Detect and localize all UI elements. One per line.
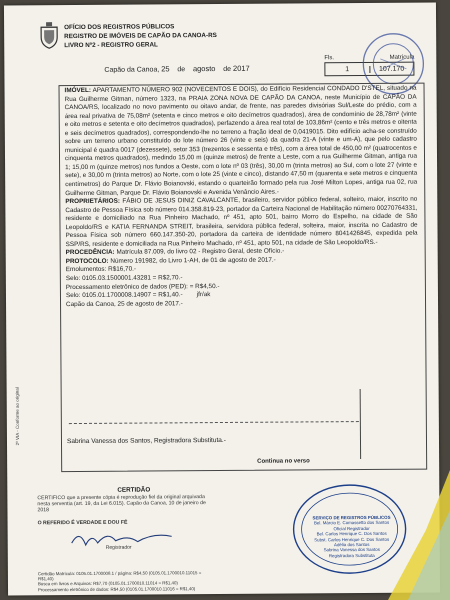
registrador-label: Registrador: [105, 544, 132, 551]
stamp-text: [302, 515, 402, 559]
stamp-line: Oficial Registrador: [333, 525, 370, 532]
stamp-line: Sabrina Vanessa dos Santos: [323, 547, 380, 553]
certidao-text: CERTIFICO que a presente cópia é reprodução fiel da original arquivada nesta serventia (art. 19, da Lei 6.015). Capão da Canoa, 10 de janeiro de 2018: [37, 494, 206, 514]
coat-of-arms-icon: [38, 21, 60, 49]
footer-fees: [38, 570, 208, 592]
certidao-verdade: O REFERIDO É VERDADE E DOU FÉ: [37, 519, 128, 526]
signature-line: Sabrina Vanessa dos Santos, Registradora Substituta.-: [66, 436, 226, 446]
registry-body: [65, 85, 419, 310]
date-month: agosto: [192, 64, 216, 74]
stamp-line: Subst. Carlos Henrique C. Dos Santos: [314, 536, 390, 542]
footer-line: Busca em livros e Arquivos: R$7,70 (0105.01.1700010.11014 = R$1,40): [37, 580, 178, 587]
protocolo-label: PROTOCOLO:: [65, 257, 109, 266]
date-city: Capão da Canoa,: [104, 66, 160, 74]
certidao-title: CERTIDÃO: [117, 486, 151, 494]
side-margin-text: 2ª VIA - Conforme ao original: [14, 387, 21, 446]
fls-value: 1: [345, 65, 350, 73]
date-year: 2017: [232, 63, 250, 73]
processamento-line: Processamento eletrônico de dados (PED): = R$4,50.-: [65, 282, 220, 291]
document-page: [4, 2, 440, 595]
fls-label: Fls.: [324, 55, 335, 62]
certidao-block: [37, 494, 217, 526]
continua-no-verso: Continua no verso: [257, 458, 310, 465]
date-de-1: de: [177, 66, 186, 74]
initials: jfr/ak: [196, 291, 211, 299]
header-line-3: LIVRO Nº2 - REGISTRO GERAL: [64, 41, 158, 50]
imovel-label: IMÓVEL:: [64, 86, 92, 95]
footer-line: Certidão Matrícula: 0105.01.1700008.1 / página: R$4,50 (0105.01.1700010.11015 = R$1,40): [37, 570, 202, 582]
imovel-text: APARTAMENTO NÚMERO 902 (NOVECENTOS E DOIS), do Edifício Residencial CONDADO D'STEL, situado na Rua Guilherme Gitman, número 1323, na PRAIA ZONA NOVA DE CAPÃO DA CANOA, neste Município de CAPÃO DA CANOA/RS, localizado no novo pavimento ou oitavo andar, de frente, nas paredes divisórias Sul/Leste do prédio, com a área real privativa de 75,08m² (setenta e cinco metros e oito decímetros quadrados), área de condomínio de 28,78m² (vinte e oito metros e setenta e oito decímetros quadrados), perfazendo a área real total de 103,86m² (cento e três metros e oitenta e seis decímetros quadrados), correspondendo-lhe no terreno a fração ideal de 0,0419015. Dito edifício acha-se construído sobre um terreno urbano constituído do lote número 26 (vinte e seis) da quadra 21-A (vinte e um-A), que pelo cadastro municipal é quadra 0017 (dezessete), setor 353 (trezentos e sessenta e três), com a área total de 450,00 m² (quatrocentos e cinquenta metros quadrados), medindo 15,00 m (quinze metros) de frente a Leste, com a rua Guilherme Gitman, antiga rua 1; 15,00 m (quinze metros) nos fundos a Oeste, com o lote nº 03 (três), 30,00 m (trinta metros) ao Sul, com o lote 27 (vinte e sete), e 30,00 m (trinta metros) ao Norte, com o lote 25 (vinte e cinco), distando 47,50 m (quarenta e sete metros e cinquenta centímetros) do Parque Dr. Flávio Boianovski, estando o quarteirão formado pela rua José Milton Lopes, antiga rua 02, rua Guilherme Gitman, Parque Dr. Flávio Boianovski e Avenida Venâncio Aires.-: [64, 84, 418, 197]
closing-date: Capão da Canoa, 25 de agosto de 2017.-: [66, 299, 183, 308]
imovel-paragraph: [65, 85, 418, 199]
procedencia-label: PROCEDÊNCIA:: [65, 249, 115, 257]
hologram-seal-icon: [388, 470, 450, 600]
date-de-2: de: [223, 65, 232, 73]
header-line-1: OFÍCIO DOS REGISTROS PÚBLICOS: [64, 23, 175, 32]
date-line: [104, 64, 249, 74]
header-line-2: REGISTRO DE IMÓVEIS DE CAPÃO DA CANOA-RS: [64, 32, 217, 41]
emolumentos-line: Emolumentos: R$16,70.-: [65, 266, 136, 274]
registry-header: [64, 21, 304, 50]
footer-line: Processamento eletrônico de dados: R$4,50 (0105.01.1700010.11016 = R$1,40): [38, 585, 196, 592]
proprietarios-text: FÁBIO DE JESUS DINIZ CAVALCANTE, brasileiro, servidor público federal, solteiro, maior, inscrito no Cadastro de Pessoa Física sob número 014.358.819-23, portador da Carteira Nacional de Habilitação número 00270764331, residente e domiciliado na Rua Pinheiro Machado, nº 451, apto 501, bairro Morro do Espelho, na cidade de São Leopoldo/RS e KATIA FERNANDA STREIT, brasileira, servidora pública federal, solteira, maior, inscrita no Cadastro de Pessoa Física sob número 660.147.350-20, portadora da carteira de identidade número 8041426845, expedida pela SSP/RS, residente e domiciliada na Rua Pinheiro Machado, nº 451, apto 501, na cidade de São Leopoldo/RS.-: [65, 195, 418, 248]
matricula-label: Matrícula: [389, 54, 415, 61]
stamp-line: Registradora Substituta: [328, 552, 375, 559]
procedencia-text: Matrícula 87.009, do livro 02 - Registro Geral, deste Ofício.-: [116, 247, 285, 257]
selo-line-1: Selo: 0105.03.1500001.43281 = R$2,70.-: [65, 274, 183, 283]
stamp-ring: SERVIÇO DE REGISTROS PÚBLICOS: [312, 514, 391, 521]
stamp-line: Bel. Márcio E. Comassetto dos Santos: [313, 520, 390, 526]
selo-line-2: Selo: 0105.01.1700008.14907 = R$1,40.- jfr/ak: [65, 291, 211, 300]
stamp-line: Adélia dos Santos: [333, 542, 370, 548]
date-day: 25: [161, 64, 170, 74]
matricula-value: 107.170: [369, 65, 414, 72]
protocolo-text: Número 191982, do Livro 1-AH, de 01 de agosto de 2017.-: [110, 256, 276, 265]
proprietarios-label: PROPRIETÁRIOS:: [65, 197, 120, 206]
stamp-line: Bel. Carlos Henrique C. Dos Santos: [316, 531, 387, 537]
proprietarios-paragraph: [65, 196, 417, 250]
